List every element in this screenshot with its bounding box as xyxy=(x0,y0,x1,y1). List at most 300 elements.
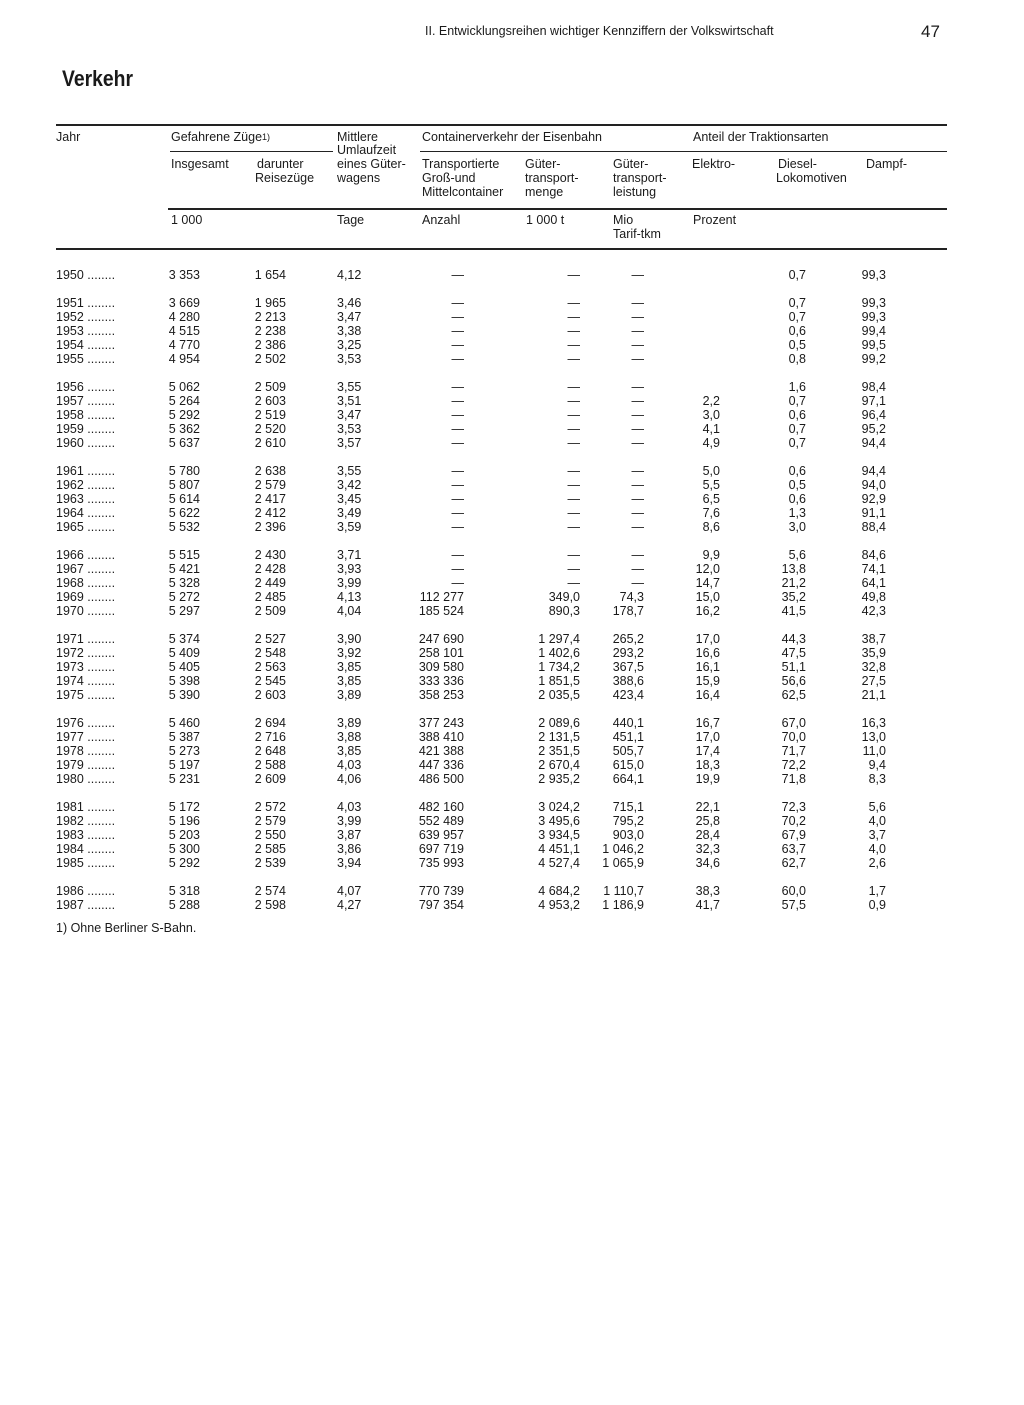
cell-year: 1965 ........ xyxy=(56,520,116,534)
cell-diesel: 71,8 xyxy=(781,772,806,786)
cell-gueter-leistung: — xyxy=(631,310,644,324)
cell-insgesamt: 5 272 xyxy=(168,590,200,604)
cell-year: 1968 ........ xyxy=(56,576,116,590)
col-containerverkehr: Containerverkehr der Eisenbahn xyxy=(422,130,602,144)
cell-year: 1950 ........ xyxy=(56,268,116,282)
cell-umlaufzeit: 4,04 xyxy=(337,604,362,618)
col-gueter-leistung-2: transport- xyxy=(613,171,667,185)
cell-year: 1957 ........ xyxy=(56,394,116,408)
cell-container-anzahl: — xyxy=(451,352,464,366)
cell-insgesamt: 5 297 xyxy=(168,604,200,618)
cell-elektro: 32,3 xyxy=(695,842,720,856)
cell-insgesamt: 5 300 xyxy=(168,842,200,856)
cell-diesel: 0,6 xyxy=(788,324,806,338)
cell-gueter-menge: 2 035,5 xyxy=(538,688,580,702)
cell-insgesamt: 5 807 xyxy=(168,478,200,492)
col-gefahrene-zuege: Gefahrene Züge$^{1)}$ xyxy=(171,130,271,144)
cell-gueter-leistung: 423,4 xyxy=(612,688,644,702)
cell-dampf: 74,1 xyxy=(861,562,886,576)
cell-reisezuege: 1 965 xyxy=(254,296,286,310)
cell-gueter-menge: 2 131,5 xyxy=(538,730,580,744)
cell-dampf: 11,0 xyxy=(862,744,886,758)
cell-gueter-menge: 890,3 xyxy=(548,604,580,618)
cell-gueter-menge: — xyxy=(567,478,580,492)
cell-dampf: 5,6 xyxy=(868,800,886,814)
cell-gueter-leistung: — xyxy=(631,296,644,310)
cell-container-anzahl: 486 500 xyxy=(418,772,464,786)
cell-dampf: 21,1 xyxy=(861,688,886,702)
cell-umlaufzeit: 3,38 xyxy=(337,324,362,338)
cell-gueter-menge: 3 934,5 xyxy=(538,828,580,842)
cell-reisezuege: 2 396 xyxy=(254,520,286,534)
cell-umlaufzeit: 3,59 xyxy=(337,520,362,534)
cell-gueter-leistung: — xyxy=(631,548,644,562)
table-row xyxy=(0,744,1024,758)
cell-insgesamt: 5 374 xyxy=(168,632,200,646)
rule-zuege xyxy=(170,151,333,152)
table-row xyxy=(0,576,1024,590)
col-mittlere-1: Mittlere xyxy=(337,130,378,144)
cell-gueter-leistung: 451,1 xyxy=(612,730,644,744)
cell-gueter-menge: 4 684,2 xyxy=(538,884,580,898)
cell-umlaufzeit: 3,85 xyxy=(337,674,362,688)
cell-umlaufzeit: 3,57 xyxy=(337,436,362,450)
cell-gueter-menge: — xyxy=(567,352,580,366)
unit-anzahl: Anzahl xyxy=(422,213,461,227)
col-transportierte-1: Transportierte xyxy=(422,157,500,171)
cell-umlaufzeit: 3,88 xyxy=(337,730,362,744)
cell-diesel: 72,3 xyxy=(781,800,806,814)
cell-reisezuege: 2 485 xyxy=(254,590,286,604)
table-row xyxy=(0,758,1024,772)
table-row xyxy=(0,310,1024,324)
cell-gueter-leistung: 367,5 xyxy=(612,660,644,674)
cell-container-anzahl: 447 336 xyxy=(418,758,464,772)
cell-elektro: 25,8 xyxy=(695,814,720,828)
cell-container-anzahl: 258 101 xyxy=(418,646,464,660)
col-gueter-menge-3: menge xyxy=(525,185,564,199)
cell-gueter-leistung: — xyxy=(631,478,644,492)
cell-gueter-leistung: 1 046,2 xyxy=(602,842,644,856)
cell-year: 1985 ........ xyxy=(56,856,116,870)
cell-gueter-menge: 2 935,2 xyxy=(538,772,580,786)
cell-insgesamt: 5 292 xyxy=(168,856,200,870)
col-dampf: Dampf- xyxy=(866,157,907,171)
cell-year: 1952 ........ xyxy=(56,310,116,324)
rule-container-anteil xyxy=(420,151,947,152)
rule-bottom xyxy=(56,248,947,250)
cell-gueter-leistung: 1 186,9 xyxy=(602,898,644,912)
cell-umlaufzeit: 3,85 xyxy=(337,744,362,758)
cell-gueter-leistung: 1 110,7 xyxy=(603,884,644,898)
cell-diesel: 0,7 xyxy=(788,422,806,436)
cell-umlaufzeit: 3,47 xyxy=(337,310,362,324)
cell-year: 1967 ........ xyxy=(56,562,116,576)
cell-gueter-leistung: 664,1 xyxy=(612,772,644,786)
cell-elektro: 16,7 xyxy=(695,716,720,730)
cell-gueter-menge: 4 527,4 xyxy=(538,856,580,870)
cell-container-anzahl: — xyxy=(451,338,464,352)
cell-container-anzahl: — xyxy=(451,506,464,520)
cell-umlaufzeit: 4,07 xyxy=(337,884,362,898)
cell-gueter-menge: 4 451,1 xyxy=(538,842,580,856)
cell-elektro: 16,1 xyxy=(695,660,720,674)
cell-reisezuege: 2 638 xyxy=(254,464,286,478)
cell-diesel: 62,7 xyxy=(781,856,806,870)
col-darunter: darunter xyxy=(257,157,304,171)
cell-insgesamt: 4 515 xyxy=(168,324,200,338)
cell-diesel: 0,7 xyxy=(788,394,806,408)
cell-reisezuege: 2 386 xyxy=(254,338,286,352)
cell-container-anzahl: — xyxy=(451,268,464,282)
col-transportierte-2: Groß-und xyxy=(422,171,476,185)
cell-gueter-menge: — xyxy=(567,464,580,478)
cell-reisezuege: 2 548 xyxy=(254,646,286,660)
cell-diesel: 0,7 xyxy=(788,268,806,282)
table-row xyxy=(0,436,1024,450)
table-row xyxy=(0,296,1024,310)
cell-container-anzahl: 482 160 xyxy=(418,800,464,814)
cell-dampf: 42,3 xyxy=(861,604,886,618)
cell-year: 1958 ........ xyxy=(56,408,116,422)
cell-reisezuege: 2 585 xyxy=(254,842,286,856)
cell-reisezuege: 2 609 xyxy=(254,772,286,786)
footnote: 1) Ohne Berliner S-Bahn. xyxy=(56,921,197,935)
cell-insgesamt: 5 398 xyxy=(168,674,200,688)
cell-gueter-leistung: — xyxy=(631,394,644,408)
cell-elektro: 6,5 xyxy=(702,492,720,506)
cell-insgesamt: 5 328 xyxy=(168,576,200,590)
cell-year: 1984 ........ xyxy=(56,842,116,856)
cell-year: 1954 ........ xyxy=(56,338,116,352)
cell-gueter-menge: 2 351,5 xyxy=(538,744,580,758)
cell-elektro: 5,5 xyxy=(702,478,720,492)
cell-year: 1972 ........ xyxy=(56,646,116,660)
cell-reisezuege: 2 519 xyxy=(254,408,286,422)
col-insgesamt: Insgesamt xyxy=(171,157,229,171)
cell-year: 1969 ........ xyxy=(56,590,116,604)
cell-gueter-menge: 1 402,6 xyxy=(538,646,580,660)
cell-umlaufzeit: 4,03 xyxy=(337,800,362,814)
cell-umlaufzeit: 3,46 xyxy=(337,296,362,310)
cell-container-anzahl: — xyxy=(451,492,464,506)
cell-dampf: 96,4 xyxy=(861,408,886,422)
cell-gueter-leistung: 388,6 xyxy=(612,674,644,688)
cell-gueter-menge: 3 495,6 xyxy=(538,814,580,828)
cell-umlaufzeit: 3,99 xyxy=(337,814,362,828)
table-row xyxy=(0,590,1024,604)
cell-year: 1976 ........ xyxy=(56,716,116,730)
cell-umlaufzeit: 3,94 xyxy=(337,856,362,870)
cell-insgesamt: 5 062 xyxy=(168,380,200,394)
cell-insgesamt: 5 273 xyxy=(168,744,200,758)
cell-gueter-menge: — xyxy=(567,296,580,310)
cell-gueter-leistung: 74,3 xyxy=(619,590,644,604)
unit-prozent: Prozent xyxy=(693,213,737,227)
cell-elektro: 9,9 xyxy=(702,548,720,562)
cell-gueter-leistung: — xyxy=(631,506,644,520)
cell-insgesamt: 5 387 xyxy=(168,730,200,744)
cell-diesel: 62,5 xyxy=(781,688,806,702)
cell-umlaufzeit: 4,12 xyxy=(337,268,362,282)
cell-year: 1963 ........ xyxy=(56,492,116,506)
table-row xyxy=(0,464,1024,478)
cell-elektro: 28,4 xyxy=(695,828,720,842)
table-row xyxy=(0,492,1024,506)
cell-reisezuege: 2 502 xyxy=(254,352,286,366)
cell-dampf: 99,3 xyxy=(861,268,886,282)
cell-reisezuege: 2 598 xyxy=(254,898,286,912)
cell-container-anzahl: — xyxy=(451,576,464,590)
cell-container-anzahl: — xyxy=(451,562,464,576)
cell-year: 1982 ........ xyxy=(56,814,116,828)
cell-year: 1975 ........ xyxy=(56,688,116,702)
cell-gueter-leistung: — xyxy=(631,380,644,394)
cell-dampf: 3,7 xyxy=(868,828,886,842)
table-row xyxy=(0,422,1024,436)
cell-elektro: 5,0 xyxy=(702,464,720,478)
cell-elektro: 34,6 xyxy=(695,856,720,870)
cell-insgesamt: 5 421 xyxy=(168,562,200,576)
table-row xyxy=(0,478,1024,492)
table-row xyxy=(0,506,1024,520)
col-anteil-traktionsarten: Anteil der Traktionsarten xyxy=(693,130,829,144)
cell-reisezuege: 2 509 xyxy=(254,380,286,394)
cell-insgesamt: 5 231 xyxy=(168,772,200,786)
cell-dampf: 64,1 xyxy=(861,576,886,590)
cell-gueter-menge: 4 953,2 xyxy=(538,898,580,912)
cell-gueter-menge: — xyxy=(567,436,580,450)
table-row xyxy=(0,352,1024,366)
unit-mio: Mio xyxy=(613,213,634,227)
table-row xyxy=(0,562,1024,576)
cell-diesel: 0,8 xyxy=(788,352,806,366)
cell-dampf: 98,4 xyxy=(861,380,886,394)
cell-umlaufzeit: 3,25 xyxy=(337,338,362,352)
cell-gueter-menge: 3 024,2 xyxy=(538,800,580,814)
cell-diesel: 0,6 xyxy=(788,492,806,506)
cell-elektro: 12,0 xyxy=(695,562,720,576)
cell-reisezuege: 2 603 xyxy=(254,394,286,408)
cell-diesel: 44,3 xyxy=(781,632,806,646)
cell-dampf: 95,2 xyxy=(861,422,886,436)
table-row xyxy=(0,814,1024,828)
cell-reisezuege: 2 428 xyxy=(254,562,286,576)
cell-diesel: 51,1 xyxy=(781,660,806,674)
cell-dampf: 27,5 xyxy=(861,674,886,688)
cell-umlaufzeit: 3,45 xyxy=(337,492,362,506)
cell-year: 1970 ........ xyxy=(56,604,116,618)
cell-container-anzahl: 639 957 xyxy=(418,828,464,842)
cell-gueter-leistung: 715,1 xyxy=(612,800,644,814)
cell-dampf: 16,3 xyxy=(861,716,886,730)
col-mittlere-2: Umlaufzeit xyxy=(337,143,397,157)
cell-diesel: 1,3 xyxy=(788,506,806,520)
cell-insgesamt: 5 614 xyxy=(168,492,200,506)
cell-insgesamt: 5 288 xyxy=(168,898,200,912)
cell-gueter-menge: — xyxy=(567,324,580,338)
table-row xyxy=(0,548,1024,562)
cell-gueter-leistung: 1 065,9 xyxy=(602,856,644,870)
cell-diesel: 0,7 xyxy=(788,296,806,310)
cell-gueter-leistung: 795,2 xyxy=(612,814,644,828)
cell-reisezuege: 2 579 xyxy=(254,814,286,828)
cell-insgesamt: 5 203 xyxy=(168,828,200,842)
cell-insgesamt: 4 770 xyxy=(168,338,200,352)
cell-year: 1960 ........ xyxy=(56,436,116,450)
cell-gueter-leistung: — xyxy=(631,408,644,422)
cell-year: 1962 ........ xyxy=(56,478,116,492)
cell-year: 1980 ........ xyxy=(56,772,116,786)
table-row xyxy=(0,646,1024,660)
cell-elektro: 16,6 xyxy=(695,646,720,660)
cell-umlaufzeit: 3,90 xyxy=(337,632,362,646)
unit-tage: Tage xyxy=(337,213,365,227)
cell-gueter-leistung: 440,1 xyxy=(612,716,644,730)
cell-year: 1961 ........ xyxy=(56,464,116,478)
cell-diesel: 0,5 xyxy=(788,478,806,492)
cell-gueter-menge: 349,0 xyxy=(548,590,580,604)
cell-dampf: 32,8 xyxy=(861,660,886,674)
cell-umlaufzeit: 3,55 xyxy=(337,464,362,478)
cell-year: 1955 ........ xyxy=(56,352,116,366)
col-diesel: Diesel- xyxy=(778,157,817,171)
cell-container-anzahl: — xyxy=(451,408,464,422)
cell-insgesamt: 4 954 xyxy=(168,352,200,366)
unit-zuege: 1 000 xyxy=(171,213,203,227)
cell-gueter-leistung: 615,0 xyxy=(612,758,644,772)
cell-dampf: 13,0 xyxy=(861,730,886,744)
cell-year: 1986 ........ xyxy=(56,884,116,898)
unit-tarif-tkm: Tarif-tkm xyxy=(613,227,661,241)
cell-year: 1987 ........ xyxy=(56,898,116,912)
cell-diesel: 56,6 xyxy=(781,674,806,688)
cell-diesel: 3,0 xyxy=(788,520,806,534)
table-row xyxy=(0,730,1024,744)
cell-elektro: 4,1 xyxy=(702,422,720,436)
cell-container-anzahl: 388 410 xyxy=(418,730,464,744)
cell-insgesamt: 5 196 xyxy=(168,814,200,828)
cell-umlaufzeit: 3,92 xyxy=(337,646,362,660)
cell-elektro: 16,2 xyxy=(695,604,720,618)
cell-reisezuege: 2 238 xyxy=(254,324,286,338)
cell-container-anzahl: 333 336 xyxy=(418,674,464,688)
cell-gueter-leistung: 265,2 xyxy=(612,632,644,646)
cell-dampf: 91,1 xyxy=(861,506,886,520)
cell-insgesamt: 5 318 xyxy=(168,884,200,898)
cell-gueter-leistung: 505,7 xyxy=(612,744,644,758)
cell-elektro: 16,4 xyxy=(695,688,720,702)
cell-umlaufzeit: 3,55 xyxy=(337,380,362,394)
cell-dampf: 88,4 xyxy=(861,520,886,534)
table-row xyxy=(0,604,1024,618)
cell-dampf: 8,3 xyxy=(868,772,886,786)
cell-dampf: 99,3 xyxy=(861,310,886,324)
cell-elektro: 22,1 xyxy=(695,800,720,814)
cell-reisezuege: 2 579 xyxy=(254,478,286,492)
cell-insgesamt: 5 362 xyxy=(168,422,200,436)
cell-reisezuege: 2 527 xyxy=(254,632,286,646)
cell-diesel: 72,2 xyxy=(781,758,806,772)
cell-year: 1977 ........ xyxy=(56,730,116,744)
table-row xyxy=(0,632,1024,646)
cell-umlaufzeit: 3,53 xyxy=(337,422,362,436)
cell-umlaufzeit: 3,53 xyxy=(337,352,362,366)
cell-container-anzahl: — xyxy=(451,520,464,534)
cell-gueter-menge: — xyxy=(567,422,580,436)
cell-gueter-menge: — xyxy=(567,548,580,562)
cell-container-anzahl: — xyxy=(451,478,464,492)
cell-gueter-menge: — xyxy=(567,562,580,576)
cell-dampf: 99,5 xyxy=(861,338,886,352)
cell-dampf: 94,0 xyxy=(861,478,886,492)
col-elektro: Elektro- xyxy=(692,157,736,171)
cell-diesel: 60,0 xyxy=(781,884,806,898)
cell-insgesamt: 5 780 xyxy=(168,464,200,478)
cell-reisezuege: 2 449 xyxy=(254,576,286,590)
table-row xyxy=(0,688,1024,702)
cell-reisezuege: 2 610 xyxy=(254,436,286,450)
col-mittlere-3: eines Güter- xyxy=(337,157,406,171)
col-mittlere-4: wagens xyxy=(337,171,381,185)
cell-container-anzahl: 247 690 xyxy=(418,632,464,646)
rule-units xyxy=(168,208,947,210)
cell-diesel: 67,0 xyxy=(781,716,806,730)
cell-umlaufzeit: 3,85 xyxy=(337,660,362,674)
cell-diesel: 21,2 xyxy=(781,576,806,590)
cell-container-anzahl: — xyxy=(451,324,464,338)
unit-tonnen: 1 000 t xyxy=(526,213,565,227)
cell-gueter-menge: — xyxy=(567,380,580,394)
cell-container-anzahl: — xyxy=(451,394,464,408)
cell-gueter-menge: — xyxy=(567,310,580,324)
cell-insgesamt: 5 264 xyxy=(168,394,200,408)
section-title: Verkehr xyxy=(62,66,134,91)
cell-elektro: 14,7 xyxy=(695,576,720,590)
cell-elektro: 2,2 xyxy=(702,394,720,408)
cell-gueter-menge: 1 734,2 xyxy=(538,660,580,674)
cell-umlaufzeit: 4,27 xyxy=(337,898,362,912)
table-row xyxy=(0,884,1024,898)
cell-reisezuege: 2 545 xyxy=(254,674,286,688)
table-row xyxy=(0,660,1024,674)
cell-year: 1959 ........ xyxy=(56,422,116,436)
cell-container-anzahl: — xyxy=(451,548,464,562)
cell-reisezuege: 2 417 xyxy=(254,492,286,506)
cell-insgesamt: 5 405 xyxy=(168,660,200,674)
cell-gueter-menge: — xyxy=(567,338,580,352)
cell-gueter-menge: — xyxy=(567,394,580,408)
cell-reisezuege: 2 588 xyxy=(254,758,286,772)
cell-gueter-leistung: — xyxy=(631,338,644,352)
cell-diesel: 70,0 xyxy=(781,730,806,744)
cell-gueter-menge: 1 851,5 xyxy=(538,674,580,688)
cell-gueter-leistung: — xyxy=(631,324,644,338)
table-row xyxy=(0,674,1024,688)
cell-diesel: 47,5 xyxy=(781,646,806,660)
cell-year: 1978 ........ xyxy=(56,744,116,758)
cell-diesel: 41,5 xyxy=(781,604,806,618)
cell-umlaufzeit: 3,89 xyxy=(337,716,362,730)
cell-reisezuege: 2 716 xyxy=(254,730,286,744)
cell-dampf: 35,9 xyxy=(861,646,886,660)
cell-dampf: 94,4 xyxy=(861,436,886,450)
cell-elektro: 15,9 xyxy=(695,674,720,688)
cell-elektro: 3,0 xyxy=(702,408,720,422)
footnote-mark: 1) xyxy=(262,132,271,142)
cell-reisezuege: 1 654 xyxy=(254,268,286,282)
cell-dampf: 94,4 xyxy=(861,464,886,478)
